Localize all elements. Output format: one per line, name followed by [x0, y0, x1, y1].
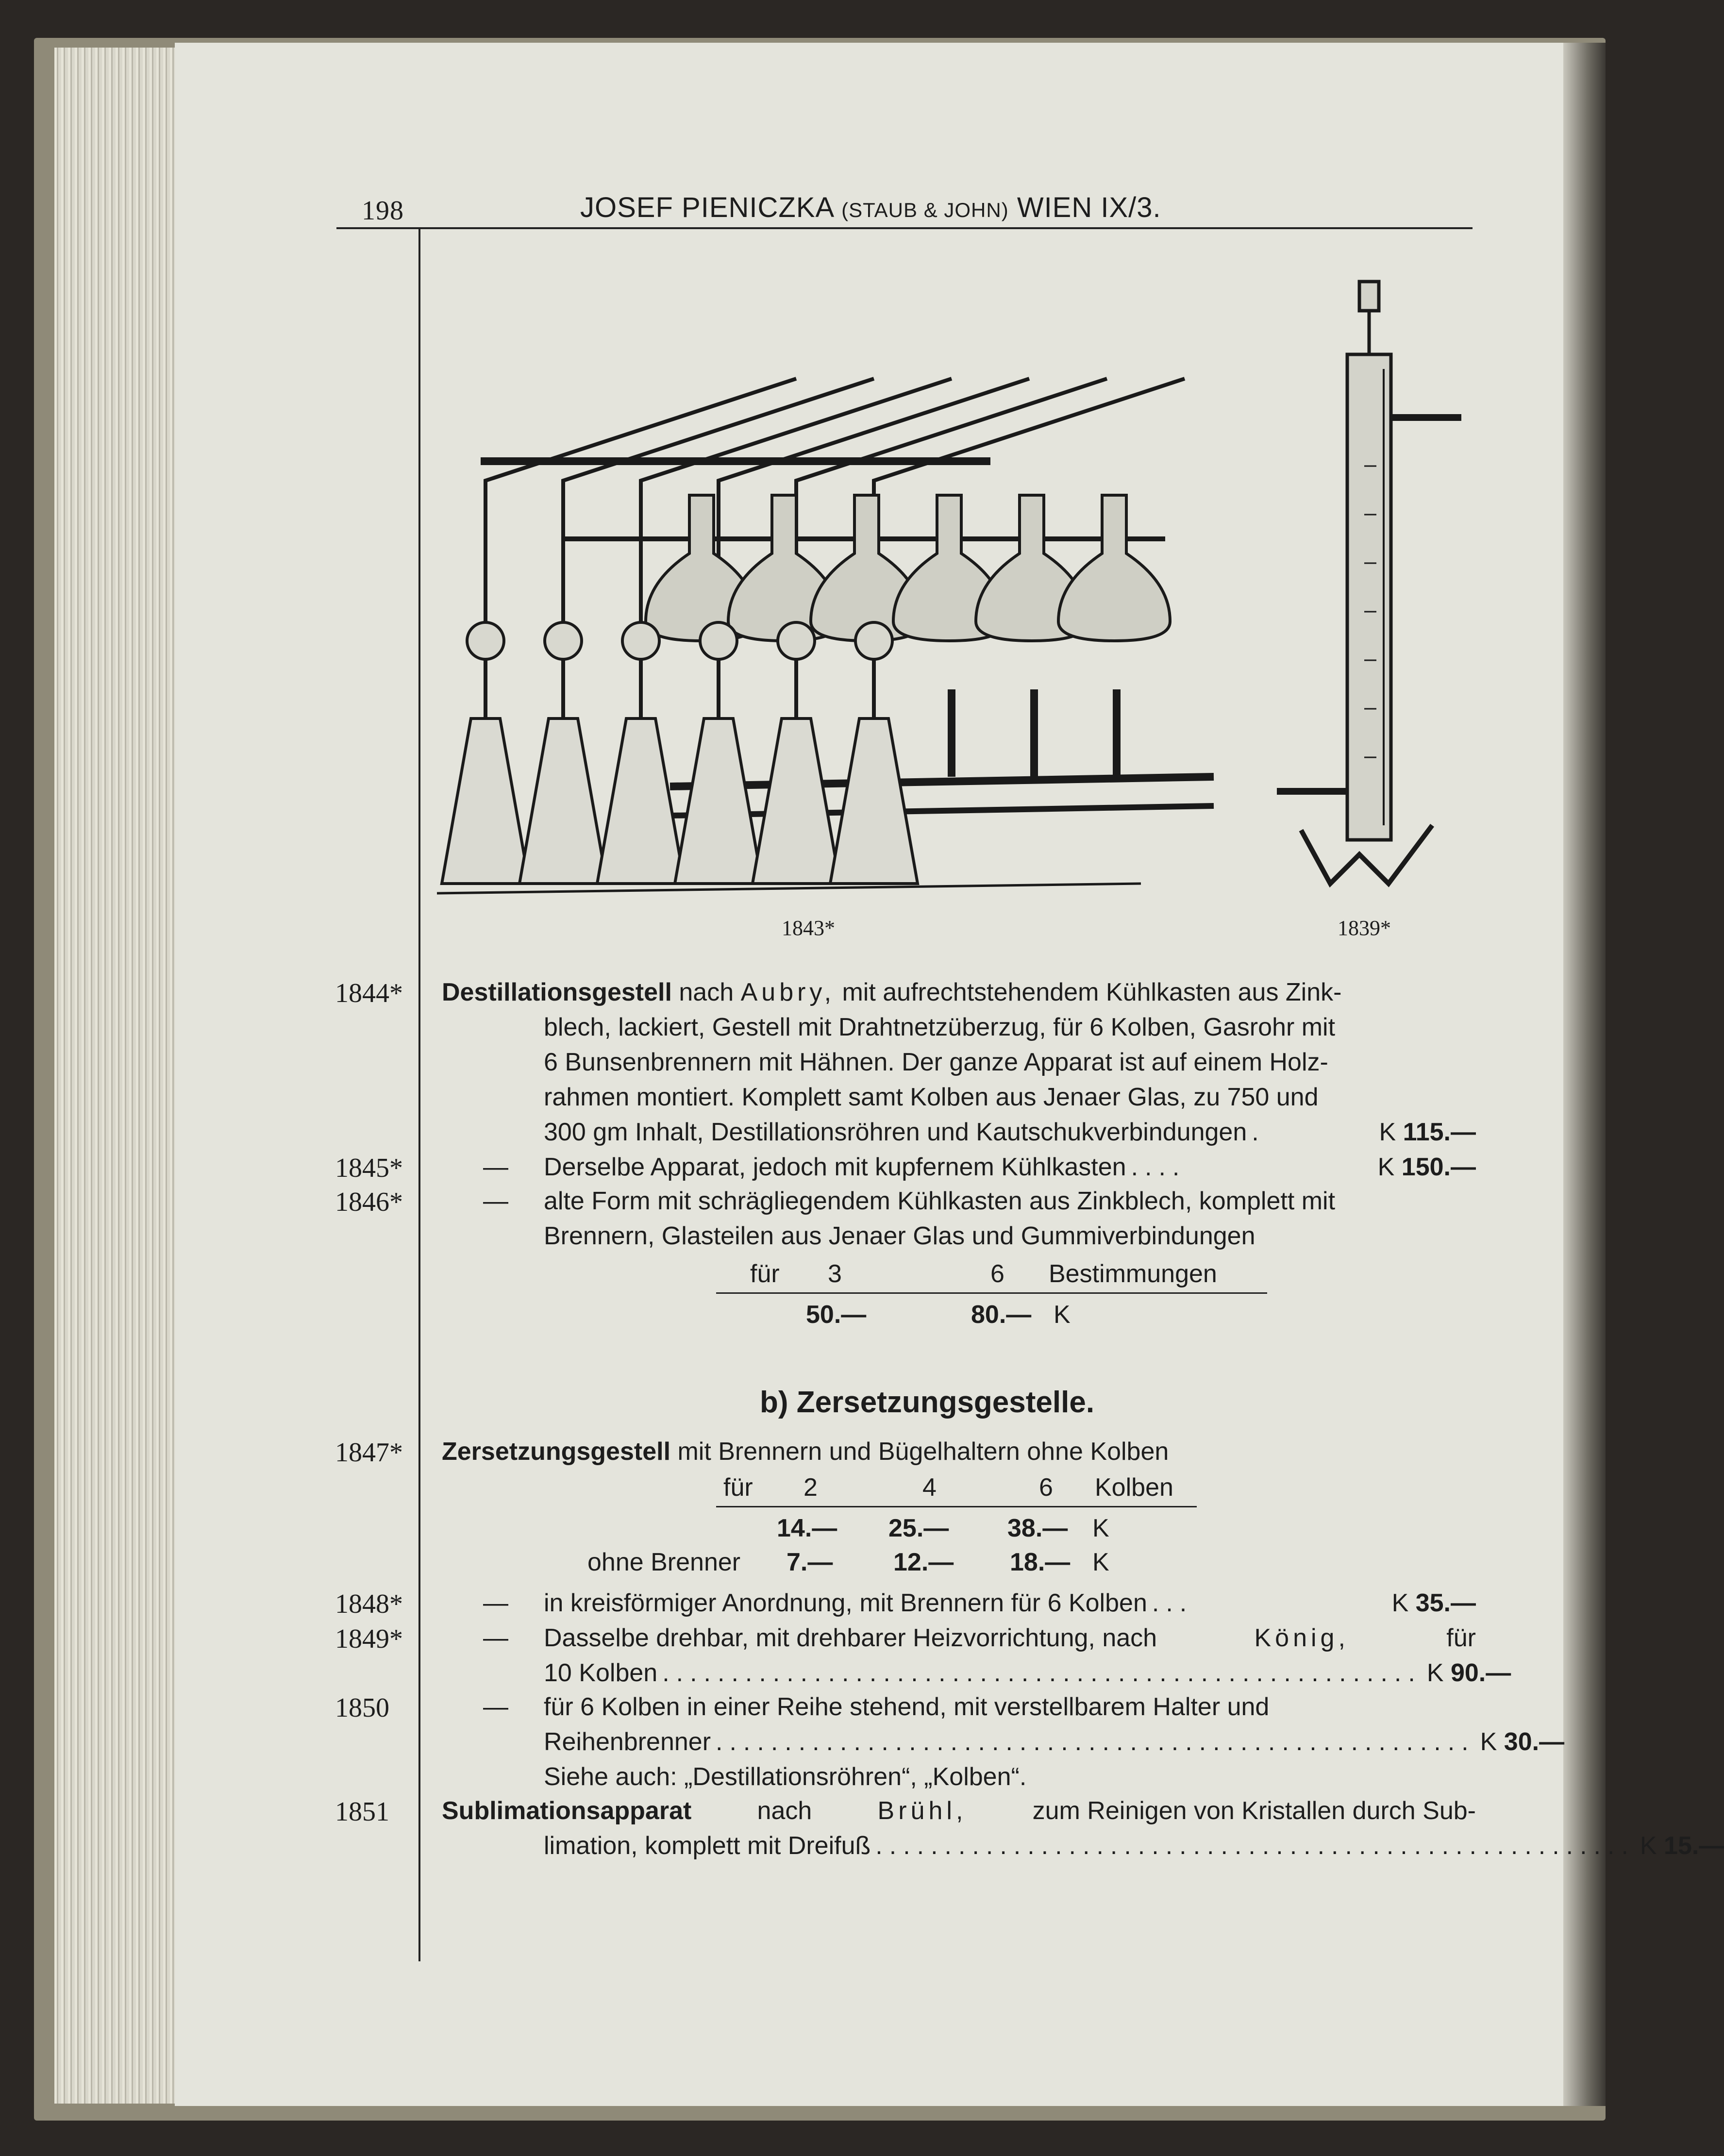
currency-k: K — [1379, 1118, 1396, 1146]
entry-number-1847: 1847* — [335, 1437, 403, 1468]
table-1846-label: für — [750, 1260, 780, 1288]
entry-1849-line-1 — [544, 1621, 1476, 1655]
publisher-firm: (STAUB & JOHN) — [841, 199, 1009, 221]
table-1846-col-1: 3 — [828, 1260, 842, 1288]
price-1848: 35.— — [1415, 1589, 1476, 1617]
entry-1844-text-5: 300 gm Inhalt, Destillationsröhren und Kautschukverbindungen — [544, 1118, 1247, 1146]
table-1847-r1-currency: K — [1092, 1514, 1109, 1542]
leader-dots: . — [1252, 1118, 1266, 1146]
leader-dots: ....................................................... — [716, 1728, 1475, 1756]
table-1846-rule — [716, 1292, 1267, 1294]
entry-1844-line-5 — [544, 1115, 1476, 1150]
entry-1844-line-2: blech, lackiert, Gestell mit Drahtnetzüberzug, für 6 Kolben, Gasrohr mit — [544, 1013, 1336, 1041]
distillation-apparatus-illustration — [437, 350, 1233, 908]
entry-1851-author: Brühl, — [877, 1797, 967, 1825]
dash: — — [483, 1693, 508, 1721]
leader-dots: .... — [1131, 1153, 1187, 1181]
entry-1846-line-1: alte Form mit schrägliegendem Kühlkasten aus Zinkblech, komplett mit — [544, 1187, 1336, 1215]
price-1849: 90.— — [1450, 1659, 1511, 1687]
entry-1849-text-2: 10 Kolben — [544, 1659, 658, 1687]
entry-1844-line-1 — [442, 975, 1476, 1010]
entry-1844-line-4: rahmen montiert. Komplett samt Kolben aus Jenaer Glas, zu 750 und — [544, 1083, 1319, 1111]
table-1847-col-2: 4 — [922, 1473, 937, 1502]
table-1846-val-1: 50.— — [806, 1301, 867, 1329]
table-1847-r2-c3: 18.— — [1010, 1548, 1071, 1576]
table-1847-col-3: 6 — [1039, 1473, 1053, 1502]
dash: — — [483, 1153, 508, 1181]
header-rule — [336, 227, 1473, 229]
entry-1846-line-2: Brennern, Glasteilen aus Jenaer Glas und Gummiverbindungen — [544, 1222, 1255, 1250]
entry-1850-line-2 — [544, 1724, 1565, 1759]
entry-1844-author: Aubry, — [740, 978, 836, 1006]
entry-1851-line-2 — [544, 1828, 1724, 1863]
entry-number-1846: 1846* — [335, 1187, 403, 1217]
entry-1844-line-3: 6 Bunsenbrennern mit Hähnen. Der ganze Apparat ist auf einem Holz- — [544, 1048, 1328, 1076]
table-1847-r1-c3: 38.— — [1007, 1514, 1068, 1542]
currency-k: K — [1377, 1153, 1395, 1181]
entry-1845-line — [544, 1150, 1476, 1185]
table-1847-r2-currency: K — [1092, 1548, 1109, 1576]
price-1851: 15.— — [1664, 1832, 1724, 1860]
table-1847-col-1: 2 — [803, 1473, 818, 1502]
entry-1851-text-2: limation, komplett mit Dreifuß — [544, 1832, 871, 1860]
table-1847-r2-label: ohne Brenner — [587, 1548, 741, 1576]
entry-1844-text-c: mit aufrechtstehendem Kühlkasten aus Zink- — [842, 978, 1342, 1006]
price-1844: 115.— — [1403, 1118, 1476, 1146]
entry-1847-title: Zersetzungsgestell — [442, 1437, 671, 1466]
entry-number-1849: 1849* — [335, 1624, 403, 1654]
entry-number-1850: 1850 — [335, 1693, 389, 1723]
currency-k: K — [1391, 1589, 1409, 1617]
table-1847-unit: Kolben — [1095, 1473, 1173, 1502]
entry-1848-text: in kreisförmiger Anordnung, mit Brennern für 6 Kolben — [544, 1589, 1147, 1617]
entry-1851-text-a: nach — [757, 1797, 812, 1825]
entry-1845-text: Derselbe Apparat, jedoch mit kupfernem Kühlkasten — [544, 1153, 1126, 1181]
page-number: 198 — [362, 196, 404, 226]
publisher-name: JOSEF PIENICZKA — [580, 192, 833, 223]
table-1847-label: für — [723, 1473, 753, 1502]
figure-caption-1843: 1843* — [782, 916, 835, 940]
entry-1848-line — [544, 1586, 1476, 1621]
table-1846-val-2: 80.— — [971, 1301, 1032, 1329]
dash: — — [483, 1624, 508, 1652]
table-1847-r1-c1: 14.— — [777, 1514, 837, 1542]
entry-1849-text-c: für — [1446, 1624, 1476, 1652]
entry-1849-text-a: Dasselbe drehbar, mit drehbarer Heizvorrichtung, nach — [544, 1624, 1157, 1652]
running-header — [580, 190, 1161, 228]
price-1850: 30.— — [1504, 1728, 1565, 1756]
section-b-heading: b) Zersetzungsgestelle. — [760, 1386, 1095, 1419]
currency-k: K — [1480, 1728, 1497, 1756]
publisher-location: WIEN IX/3. — [1017, 192, 1161, 223]
see-also-note: Siehe auch: „Destillationsröhren“, „Kolben“. — [544, 1763, 1027, 1791]
entry-1849-author: König, — [1254, 1624, 1349, 1652]
page-stack-edge — [54, 48, 181, 2104]
table-1846-unit: Bestimmungen — [1049, 1260, 1217, 1288]
leader-dots: ....................................................... — [875, 1832, 1635, 1860]
figure-caption-1839: 1839* — [1338, 916, 1391, 940]
entry-number-1845: 1845* — [335, 1153, 403, 1183]
table-1846-col-2: 6 — [990, 1260, 1004, 1288]
table-1847-r2-c1: 7.— — [787, 1548, 833, 1576]
currency-k: K — [1640, 1832, 1657, 1860]
entry-1850-line-1: für 6 Kolben in einer Reihe stehend, mit verstellbarem Halter und — [544, 1693, 1270, 1721]
entry-1847-text: mit Brennern und Bügelhaltern ohne Kolben — [677, 1437, 1169, 1466]
entry-1851-title: Sublimationsapparat — [442, 1797, 692, 1825]
entry-1850-text-2: Reihenbrenner — [544, 1728, 711, 1756]
entry-number-1851: 1851 — [335, 1797, 389, 1827]
margin-rule — [418, 228, 420, 1961]
table-1846-currency: K — [1054, 1301, 1071, 1329]
entry-1849-line-2 — [544, 1655, 1511, 1690]
book-gutter — [1563, 43, 1606, 2106]
entry-number-1848: 1848* — [335, 1589, 403, 1619]
entry-1851-text-c: zum Reinigen von Kristallen durch Sub- — [1032, 1797, 1476, 1825]
leader-dots: ... — [1152, 1589, 1194, 1617]
entry-1844-text-a: nach — [679, 978, 734, 1006]
entry-number-1844: 1844* — [335, 978, 403, 1008]
dash: — — [483, 1589, 508, 1617]
entry-1851-line-1 — [442, 1793, 1476, 1828]
leader-dots: ....................................................... — [662, 1659, 1422, 1687]
dash: — — [483, 1187, 508, 1215]
table-1847-r1-c2: 25.— — [888, 1514, 949, 1542]
table-1847-rule — [716, 1506, 1197, 1507]
entry-1847-line — [442, 1434, 1169, 1469]
price-1845: 150.— — [1401, 1153, 1476, 1181]
currency-k: K — [1426, 1659, 1444, 1687]
burette-stand-illustration — [1267, 272, 1471, 898]
entry-1844-title: Destillationsgestell — [442, 978, 672, 1006]
table-1847-r2-c2: 12.— — [893, 1548, 954, 1576]
